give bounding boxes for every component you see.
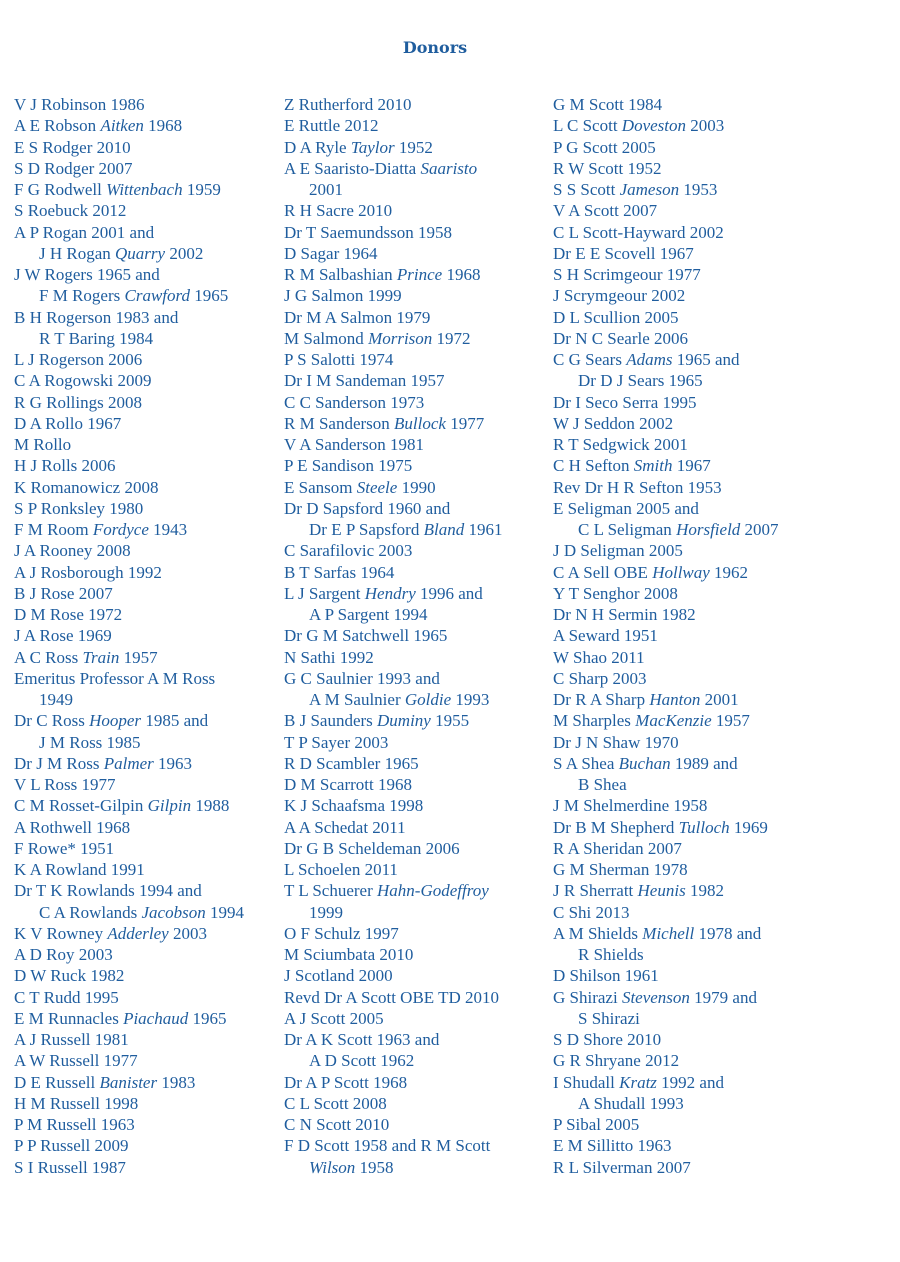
donor-entry: I Shudall Kratz 1992 and	[553, 1072, 724, 1092]
donor-entry: C T Rudd 1995	[14, 987, 119, 1007]
donor-entry: Dr J M Ross Palmer 1963	[14, 753, 193, 773]
donor-entry: D Sagar 1964	[284, 243, 378, 263]
donor-entry: J A Rooney 2008	[14, 541, 131, 561]
donor-entry: J M Ross 1985	[39, 732, 141, 752]
donor-entry: C Sharp 2003	[553, 668, 647, 688]
donor-entry: B J Rose 2007	[14, 583, 113, 603]
donor-entry: P E Sandison 1975	[284, 456, 413, 476]
donor-entry: J M Shelmerdine 1958	[553, 796, 708, 816]
donor-entry: S S Scott Jameson 1953	[553, 180, 718, 199]
donor-entry: Dr D J Sears 1965	[578, 371, 703, 391]
donor-entry: F M Room Fordyce 1943	[14, 520, 188, 539]
donor-entry: R T Baring 1984	[39, 328, 154, 348]
donor-entry: R W Scott 1952	[553, 158, 662, 178]
donor-entry: C H Sefton Smith 1967	[553, 456, 711, 476]
donor-entry: Dr J N Shaw 1970	[553, 732, 679, 752]
donor-entry: N Sathi 1992	[284, 647, 374, 667]
donor-entry: V A Scott 2007	[553, 201, 658, 221]
donor-entry: Dr M A Salmon 1979	[284, 307, 431, 327]
donor-entry: D E Russell Banister 1983	[14, 1072, 196, 1092]
donor-entry: C C Sanderson 1973	[284, 392, 425, 412]
donor-entry: Y T Senghor 2008	[553, 583, 678, 603]
donor-entry: A Seward 1951	[553, 626, 658, 646]
donor-entry: Rev Dr H R Sefton 1953	[553, 477, 722, 497]
donor-entry: P Sibal 2005	[553, 1115, 640, 1134]
donor-entry: P M Russell 1963	[14, 1115, 135, 1134]
donor-entry: R D Scambler 1965	[284, 753, 419, 773]
donor-entry: 1999	[309, 902, 343, 922]
donor-entry: Z Rutherford 2010	[284, 95, 412, 114]
donor-entry: A E Robson Aitken 1968	[14, 116, 183, 136]
donor-entry: K Romanowicz 2008	[14, 477, 159, 497]
donor-entry: L Schoelen 2011	[284, 860, 398, 879]
donor-entry: E Sansom Steele 1990	[284, 477, 436, 497]
donor-entry: Dr N H Sermin 1982	[553, 605, 696, 624]
donor-entry: A M Shields Michell 1978 and	[553, 923, 762, 943]
donor-entry: J A Rose 1969	[14, 626, 112, 646]
donor-entry: R H Sacre 2010	[284, 201, 393, 221]
donor-entry: M Rollo	[14, 435, 72, 454]
donor-entry: C Shi 2013	[553, 902, 630, 922]
donor-entry: F Rowe* 1951	[14, 838, 115, 858]
donor-entry: B J Saunders Duminy 1955	[284, 711, 470, 731]
donor-entry: T P Sayer 2003	[284, 732, 389, 752]
donor-entry: A A Schedat 2011	[284, 817, 406, 837]
donor-entry: L C Scott Doveston 2003	[553, 116, 725, 136]
donor-entry: A E Saaristo-Diatta Saaristo	[284, 158, 478, 178]
donor-entry: D M Rose 1972	[14, 605, 123, 624]
donor-entry: S Shirazi	[578, 1008, 640, 1028]
donor-entry: A J Rosborough 1992	[14, 562, 162, 582]
donor-entry: R T Sedgwick 2001	[553, 435, 688, 454]
donor-entry: C M Rosset-Gilpin Gilpin 1988	[14, 796, 230, 816]
donor-entry: Wilson 1958	[309, 1157, 394, 1177]
donor-entry: D W Ruck 1982	[14, 966, 125, 986]
donor-entry: Dr E P Sapsford Bland 1961	[309, 520, 503, 539]
donor-entry: E M Runnacles Piachaud 1965	[14, 1008, 227, 1028]
donor-entry: P S Salotti 1974	[284, 350, 394, 369]
donor-entry: A Shudall 1993	[578, 1093, 684, 1113]
donor-entry: Dr A K Scott 1963 and	[284, 1030, 440, 1049]
donor-entry: Dr N C Searle 2006	[553, 328, 689, 348]
donor-entry: D A Ryle Taylor 1952	[284, 137, 433, 157]
donor-entry: C L Scott 2008	[284, 1093, 387, 1113]
donor-entry: C L Scott-Hayward 2002	[553, 222, 724, 242]
donor-entry: E M Sillitto 1963	[553, 1136, 672, 1156]
donor-entry: Dr G B Scheldeman 2006	[284, 838, 460, 858]
donor-entry: C A Rogowski 2009	[14, 371, 152, 391]
donor-entry: A P Sargent 1994	[309, 605, 428, 624]
donor-entry: C G Sears Adams 1965 and	[553, 350, 740, 369]
donor-entry: J D Seligman 2005	[553, 541, 683, 561]
donor-entry: Dr I Seco Serra 1995	[553, 392, 697, 412]
donor-entry: T L Schuerer Hahn-Godeffroy	[284, 881, 489, 901]
donor-entry: A W Russell 1977	[14, 1051, 138, 1071]
donor-entry: Dr B M Shepherd Tulloch 1969	[553, 817, 768, 837]
donor-entry: B T Sarfas 1964	[284, 562, 395, 582]
page-title: Donors	[402, 38, 468, 57]
donor-entry: D L Scullion 2005	[553, 307, 679, 327]
donor-entry: Dr D Sapsford 1960 and	[284, 498, 451, 518]
donor-entry: O F Schulz 1997	[284, 923, 399, 943]
donor-entry: 1949	[39, 690, 73, 709]
donor-entry: H M Russell 1998	[14, 1093, 139, 1113]
donor-entry: C N Scott 2010	[284, 1115, 390, 1134]
donor-entry: S D Shore 2010	[553, 1030, 662, 1049]
donor-entry: B H Rogerson 1983 and	[14, 307, 179, 327]
donor-entry: F M Rogers Crawford 1965	[39, 286, 229, 306]
donor-entry: R Shields	[578, 945, 644, 964]
donor-entry: R G Rollings 2008	[14, 392, 142, 412]
donor-entry: A J Russell 1981	[14, 1030, 129, 1049]
donor-entry: G M Scott 1984	[553, 95, 663, 114]
donor-entry: A D Scott 1962	[309, 1051, 415, 1071]
donor-entry: R L Silverman 2007	[553, 1157, 691, 1177]
donor-entry: Dr G M Satchwell 1965	[284, 626, 448, 646]
donor-entry: E Seligman 2005 and	[553, 498, 699, 518]
donor-entry: K V Rowney Adderley 2003	[14, 923, 207, 943]
donor-entry: G R Shryane 2012	[553, 1051, 680, 1071]
donor-entry: M Sciumbata 2010	[284, 945, 414, 964]
donor-entry: F G Rodwell Wittenbach 1959	[14, 180, 221, 199]
donor-entry: V L Ross 1977	[14, 775, 116, 794]
donor-entry: P P Russell 2009	[14, 1136, 129, 1156]
donor-entry: C A Rowlands Jacobson 1994	[39, 902, 244, 922]
donor-entry: B Shea	[578, 775, 627, 794]
donor-entry: V A Sanderson 1981	[284, 435, 424, 454]
donor-entry: Dr T Saemundsson 1958	[284, 222, 452, 242]
donor-entry: J W Rogers 1965 and	[14, 265, 160, 284]
donor-entry: S D Rodger 2007	[14, 158, 133, 178]
donor-entry: A P Rogan 2001 and	[14, 222, 155, 242]
donor-entry: C Sarafilovic 2003	[284, 541, 413, 561]
donor-entry: Emeritus Professor A M Ross	[14, 668, 216, 688]
donor-entry: R A Sheridan 2007	[553, 838, 682, 858]
donor-entry: K A Rowland 1991	[14, 860, 145, 879]
donor-entry: W J Seddon 2002	[553, 413, 674, 433]
donor-entry: S I Russell 1987	[14, 1157, 126, 1177]
donor-entry: F D Scott 1958 and R M Scott	[284, 1136, 491, 1156]
donor-entry: J G Salmon 1999	[284, 286, 402, 306]
donor-entry: K J Schaafsma 1998	[284, 796, 424, 816]
donor-entry: A D Roy 2003	[14, 945, 113, 964]
donor-entry: E Ruttle 2012	[284, 116, 379, 136]
donor-entry: L J Rogerson 2006	[14, 350, 143, 369]
donor-column-2	[284, 94, 546, 1178]
donor-entry: J Scrymgeour 2002	[553, 286, 686, 306]
donor-entry: M Salmond Morrison 1972	[284, 328, 471, 348]
donor-entry: 2001	[309, 180, 343, 199]
donor-entry: C A Sell OBE Hollway 1962	[553, 562, 749, 582]
donor-entry: A C Ross Train 1957	[14, 647, 158, 667]
donor-entry: D M Scarrott 1968	[284, 775, 412, 794]
donor-entry: L J Sargent Hendry 1996 and	[284, 583, 483, 603]
donor-entry: A M Saulnier Goldie 1993	[309, 690, 490, 709]
donor-entry: S P Ronksley 1980	[14, 498, 144, 518]
donor-entry: Revd Dr A Scott OBE TD 2010	[284, 987, 500, 1007]
donor-entry: V J Robinson 1986	[14, 95, 145, 114]
donor-entry: Dr T K Rowlands 1994 and	[14, 881, 202, 901]
donor-entry: R M Salbashian Prince 1968	[284, 265, 481, 284]
donor-entry: J Scotland 2000	[284, 966, 393, 986]
donor-column-1	[14, 94, 276, 1178]
donor-entry: H J Rolls 2006	[14, 456, 116, 476]
donor-entry: S A Shea Buchan 1989 and	[553, 753, 738, 773]
donor-entry: Dr A P Scott 1968	[284, 1072, 408, 1092]
donor-entry: P G Scott 2005	[553, 137, 656, 157]
donor-entry: E S Rodger 2010	[14, 137, 131, 157]
donor-entry: J R Sherratt Heunis 1982	[553, 881, 724, 901]
donor-entry: A Rothwell 1968	[14, 817, 131, 837]
donor-entry: D Shilson 1961	[553, 966, 659, 986]
donor-entry: Dr E E Scovell 1967	[553, 243, 694, 263]
donor-entry: Dr R A Sharp Hanton 2001	[553, 690, 739, 709]
donor-entry: C L Seligman Horsfield 2007	[578, 520, 779, 539]
donor-entry: G M Sherman 1978	[553, 860, 688, 879]
donor-entry: W Shao 2011	[553, 647, 645, 667]
donor-entry: G Shirazi Stevenson 1979 and	[553, 987, 757, 1007]
donor-entry: Dr C Ross Hooper 1985 and	[14, 711, 209, 731]
donor-entry: M Sharples MacKenzie 1957	[553, 711, 750, 731]
donor-entry: A J Scott 2005	[284, 1008, 384, 1028]
donor-column-3	[553, 94, 815, 1178]
donor-entry: S Roebuck 2012	[14, 201, 127, 221]
donor-entry: G C Saulnier 1993 and	[284, 668, 440, 688]
donor-entry: D A Rollo 1967	[14, 413, 122, 433]
donor-entry: R M Sanderson Bullock 1977	[284, 413, 485, 433]
donor-entry: S H Scrimgeour 1977	[553, 265, 701, 284]
donor-entry: Dr I M Sandeman 1957	[284, 371, 445, 391]
donor-entry: J H Rogan Quarry 2002	[39, 243, 204, 263]
